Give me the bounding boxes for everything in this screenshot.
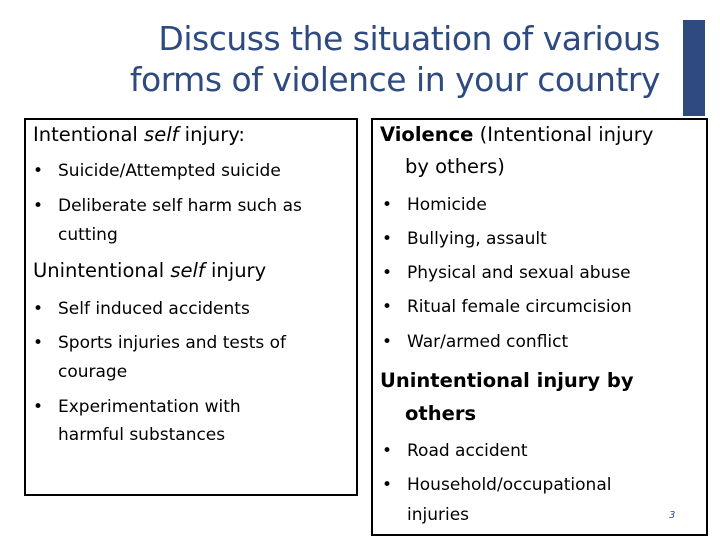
heading-text: Unintentional (33, 259, 171, 282)
list-item-text: Experimentation with (58, 397, 241, 417)
list-item-text: Self induced accidents (58, 299, 250, 319)
list-item-text: Suicide/Attempted suicide (58, 161, 281, 181)
list-item-text: Road accident (407, 441, 528, 461)
list-item-text: Ritual female circumcision (407, 297, 632, 317)
intentional-self-injury-heading (33, 123, 245, 146)
heading-text: Intentional (33, 123, 145, 146)
list-item-text: injuries (407, 505, 470, 525)
slide-title-line-2: forms of violence in your country (129, 60, 660, 99)
heading-italic-text: self (170, 259, 205, 282)
violence-heading (380, 123, 653, 146)
bullet-icon: • (382, 332, 393, 352)
heading-text: injury (204, 259, 267, 282)
bullet-icon: • (382, 441, 393, 461)
list-item-text: Household/occupational (407, 475, 612, 495)
bullet-icon: • (382, 229, 393, 249)
heading-italic-text: self (144, 123, 179, 146)
bullet-icon: • (382, 475, 393, 495)
heading-text: injury: (178, 123, 245, 146)
bullet-icon: • (33, 397, 44, 417)
bullet-icon: • (33, 196, 44, 216)
bullet-icon: • (33, 299, 44, 319)
unintentional-self-injury-heading (33, 259, 266, 282)
list-item-text: Homicide (407, 195, 487, 215)
heading-text: (Intentional injury (473, 123, 654, 146)
list-item-text: Sports injuries and tests of (58, 333, 287, 353)
unintentional-injury-by-others-heading: Unintentional injury by (380, 369, 634, 392)
bullet-icon: • (382, 297, 393, 317)
list-item-text: courage (58, 362, 128, 382)
bullet-icon: • (33, 333, 44, 353)
page-number: 3 (669, 510, 676, 521)
bullet-icon: • (33, 161, 44, 181)
right-text-box (371, 118, 708, 536)
violence-heading-continuation: by others) (405, 155, 505, 178)
list-item-text: Deliberate self harm such as (58, 196, 302, 216)
unintentional-injury-by-others-heading-continuation: others (405, 402, 477, 425)
bullet-icon: • (382, 195, 393, 215)
list-item-text: harmful substances (58, 425, 226, 445)
bullet-icon: • (382, 263, 393, 283)
heading-bold-text: Violence (380, 123, 474, 146)
list-item-text: Bullying, assault (407, 229, 547, 249)
accent-bar (683, 20, 705, 116)
list-item-text: cutting (58, 225, 118, 245)
list-item-text: Physical and sexual abuse (407, 263, 631, 283)
slide-title-line-1: Discuss the situation of various (158, 19, 660, 58)
slide-title (40, 18, 660, 100)
list-item-text: War/armed conflict (407, 332, 569, 352)
